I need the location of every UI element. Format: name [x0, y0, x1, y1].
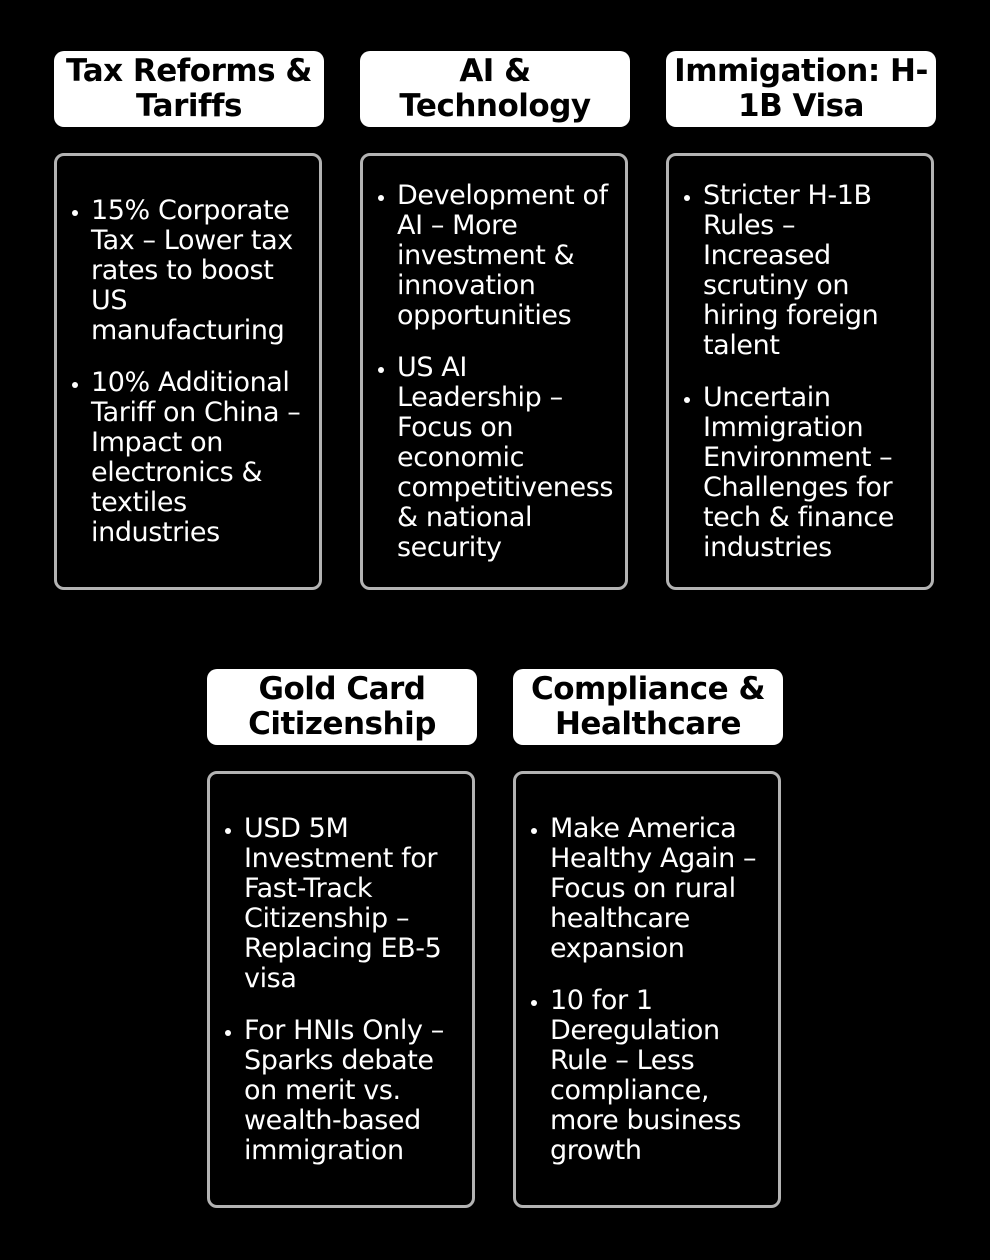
card-body — [360, 153, 628, 590]
bullet-item: • Uncertain Immigration Environment – Challenges for tech & finance industries — [703, 383, 923, 563]
bullet-list — [669, 181, 931, 563]
bullet-item: • US AI Leadership – Focus on economic competitiveness & national security — [397, 353, 617, 563]
card-body — [666, 153, 934, 590]
bullet-list — [363, 181, 625, 563]
card-body — [513, 771, 781, 1208]
bullet-item: • 10 for 1 Deregulation Rule – Less compliance, more business growth — [550, 986, 770, 1166]
bullet-item: • Development of AI – More investment & innovation opportunities — [397, 181, 617, 331]
bullet-item: • 15% Corporate Tax – Lower tax rates to boost US manufacturing — [91, 196, 311, 346]
card-title: Immigation: H-1B Visa — [666, 51, 936, 127]
card-body — [54, 153, 322, 590]
bullet-item: • 10% Additional Tariff on China – Impact on electronics & textiles industries — [91, 368, 311, 548]
bullet-list — [57, 196, 319, 548]
bullet-item: • Make America Healthy Again – Focus on rural healthcare expansion — [550, 814, 770, 964]
bullet-item: • For HNIs Only – Sparks debate on merit vs. wealth-based immigration — [244, 1016, 464, 1166]
card-title: Compliance & Healthcare — [513, 669, 783, 745]
card-title: Gold Card Citizenship — [207, 669, 477, 745]
bullet-item: • Stricter H-1B Rules – Increased scrutiny on hiring foreign talent — [703, 181, 923, 361]
bullet-item: • USD 5M Investment for Fast-Track Citizenship – Replacing EB-5 visa — [244, 814, 464, 994]
card-title: Tax Reforms & Tariffs — [54, 51, 324, 127]
card-body — [207, 771, 475, 1208]
bullet-list — [516, 814, 778, 1166]
card-title: AI & Technology — [360, 51, 630, 127]
bullet-list — [210, 814, 472, 1166]
